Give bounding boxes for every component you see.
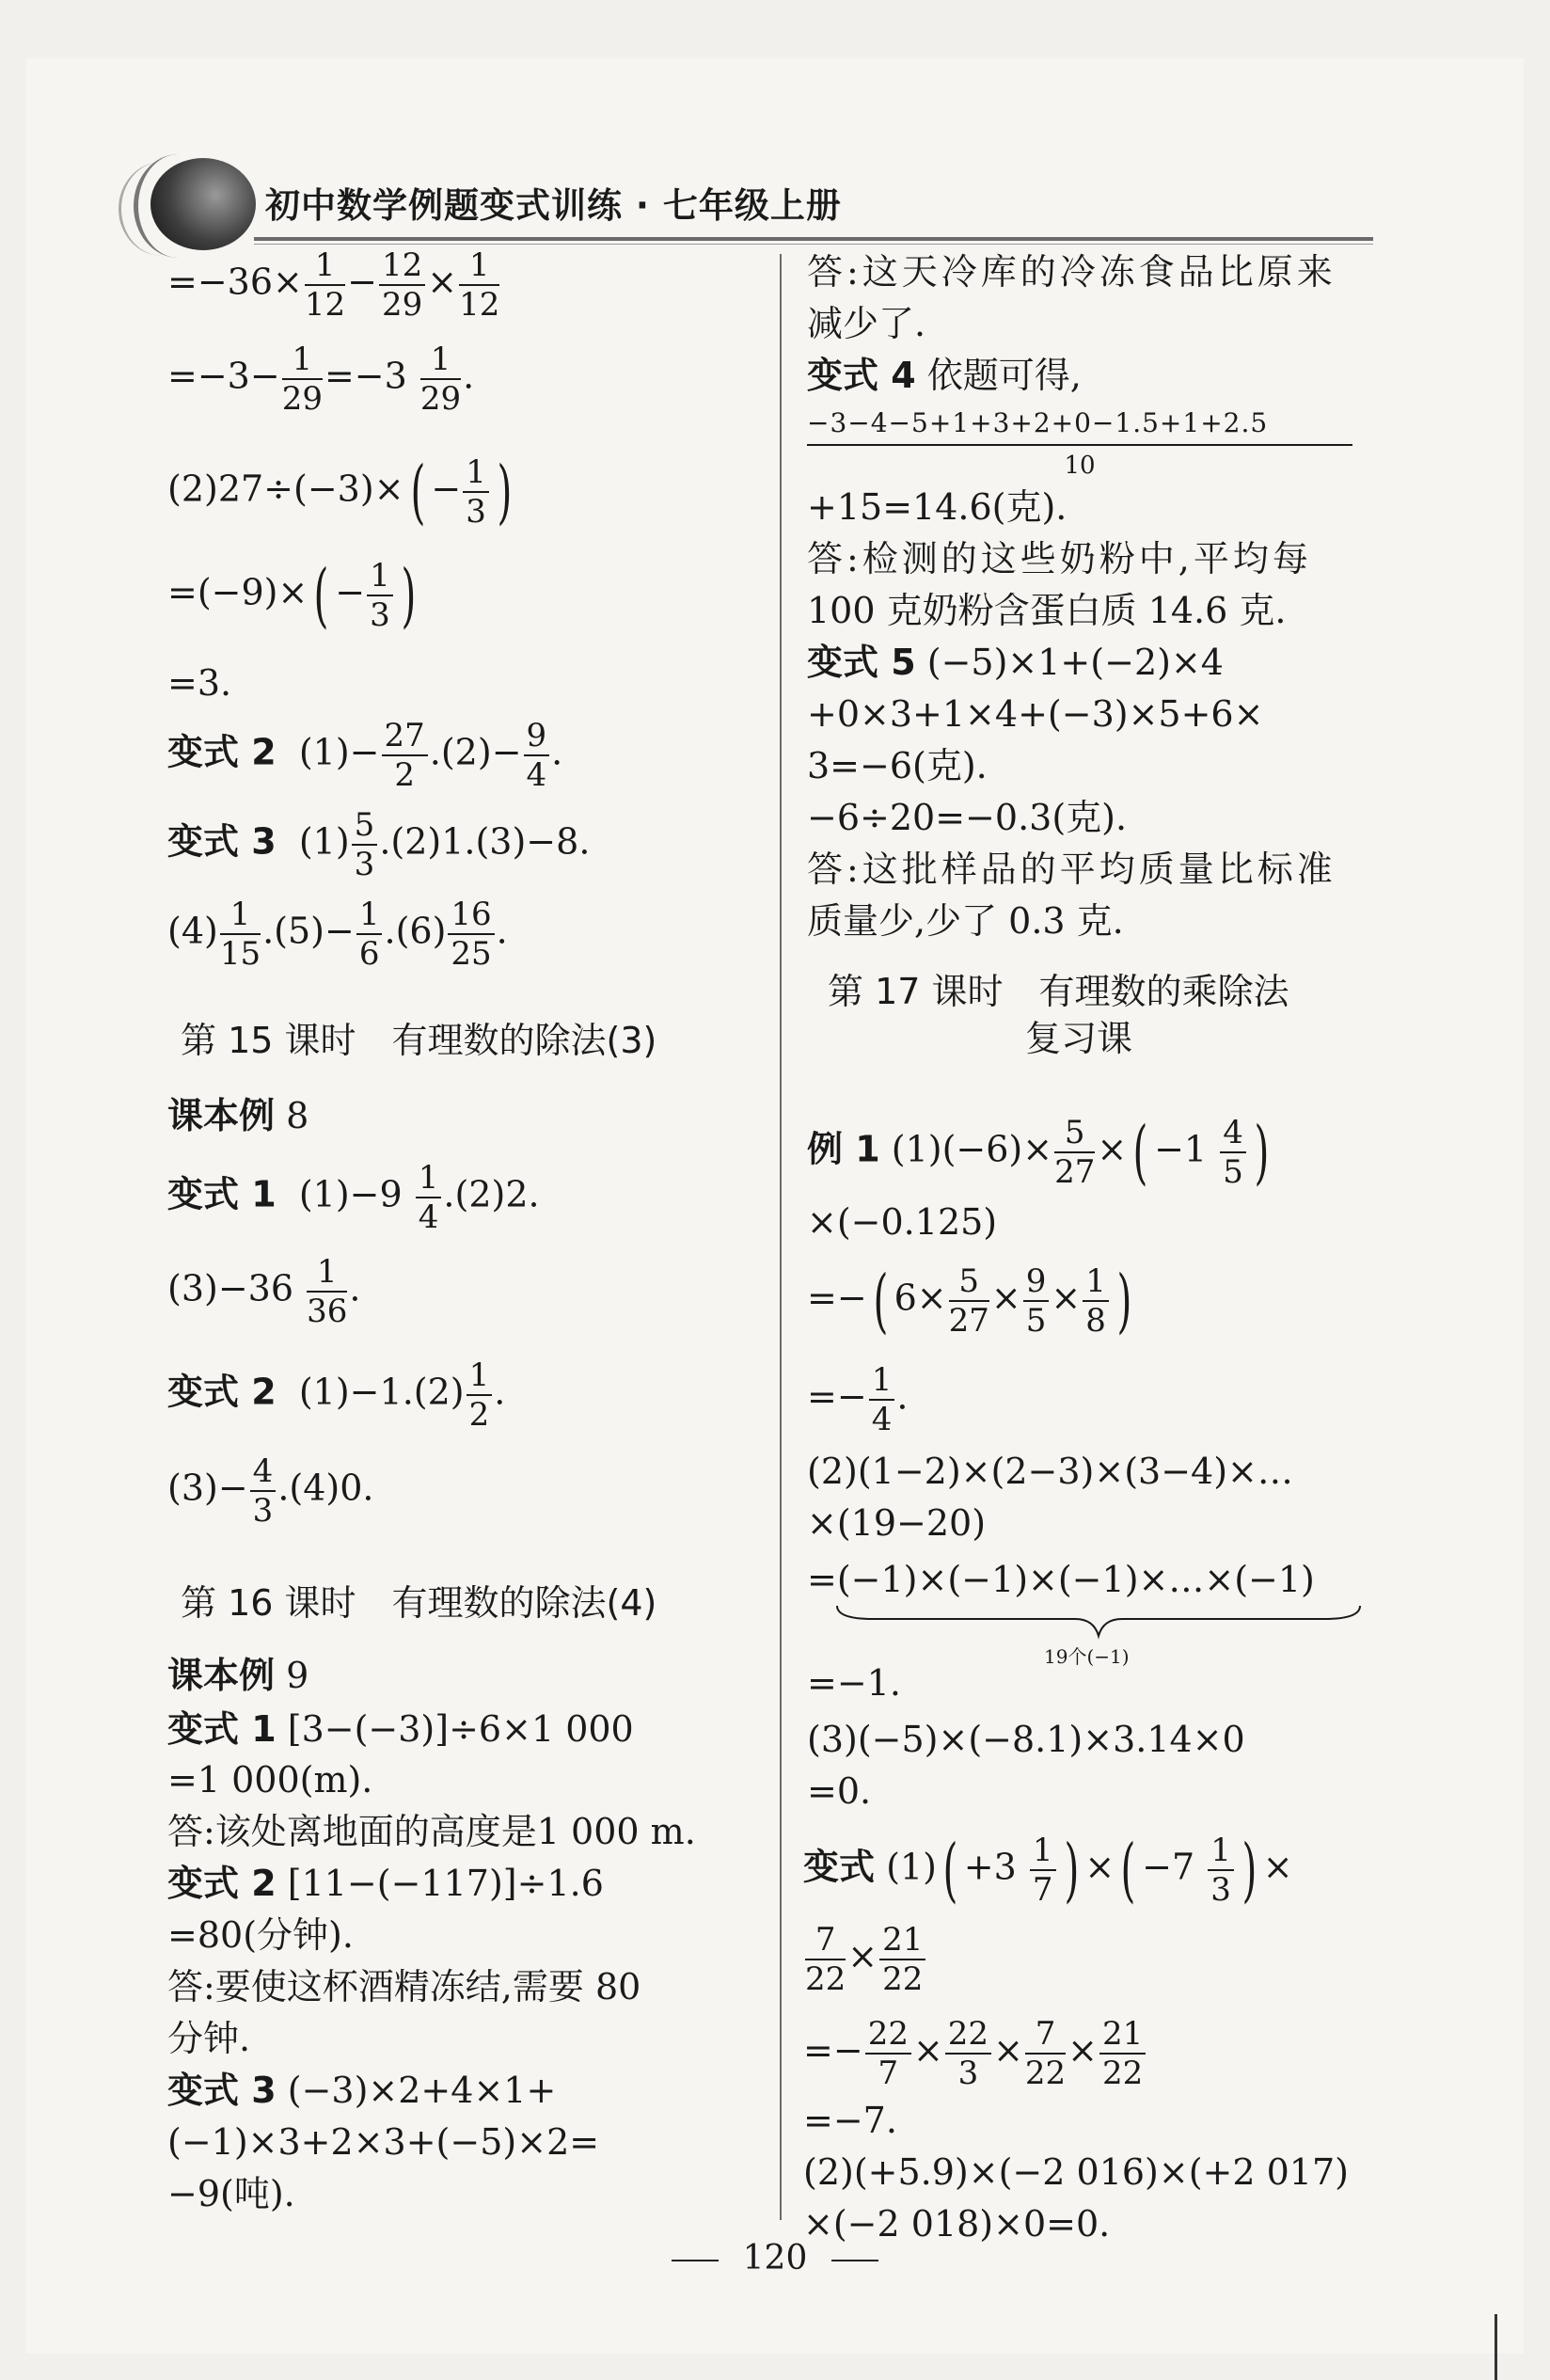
- solution-line: (−1)×3+2×3+(−5)×2=: [167, 2121, 600, 2163]
- book-title: 初中数学例题变式训练 · 七年级上册: [265, 185, 842, 226]
- solution-line: 分钟.: [167, 2018, 251, 2059]
- example-line: 例 1 (1)(−6)× $\frac{5}{27}$ ×( −1 $\frac{4}{5}$ ): [807, 1112, 1270, 1193]
- solution-line: 答:这批样品的平均质量比标准: [807, 849, 1336, 890]
- page-footer: [0, 2239, 1550, 2277]
- solution-line: 100 克奶粉含蛋白质 14.6 克.: [807, 590, 1287, 631]
- underbrace: [835, 1604, 1362, 1642]
- solution-line: +15=14.6(克).: [807, 486, 1068, 528]
- solution-line: =1 000(m).: [167, 1759, 373, 1801]
- math-line: (3)− $\frac{4}{3}$ .(4)0.: [167, 1452, 374, 1530]
- footer-dash: [672, 2260, 719, 2261]
- solution-line: 变式 3 (−3)×2+4×1+: [167, 2070, 557, 2111]
- math-line: (3)(−5)×(−8.1)×3.14×0: [807, 1719, 1245, 1760]
- math-line: ×(−0.125): [807, 1201, 998, 1243]
- textbook-example: 课本例 9: [167, 1655, 309, 1696]
- variant-line: 变式 1 (1)−9 $\frac{1}{4}$ .(2)2.: [167, 1159, 540, 1236]
- math-line: ×(−2 018)×0=0.: [803, 2203, 1111, 2245]
- solution-line: 变式 4 依题可得,: [807, 355, 1082, 396]
- variant-line: 变式 3 (1) $\frac{5}{3}$ .(2)1.(3)−8.: [167, 806, 591, 883]
- variant-line: 变式 (1)( +3 $\frac{1}{7}$ ) ×( −7 $\frac{1}{3}$ ) ×: [803, 1830, 1293, 1911]
- solution-line: 答:这天冷库的冷冻食品比原来: [807, 251, 1336, 293]
- solution-line: 答:要使这杯酒精冻结,需要 80: [167, 1966, 641, 2007]
- math-line: ×(19−20): [807, 1502, 987, 1544]
- solution-line: 减少了.: [807, 303, 926, 344]
- solution-line: 变式 2 [11−(−117)]÷1.6: [167, 1863, 604, 1904]
- math-line: (3)−36 $\frac{1}{36}$ .: [167, 1253, 361, 1330]
- solution-line: +0×3+1×4+(−3)×5+6×: [807, 693, 1264, 735]
- math-line: =− $\frac{1}{4}$ .: [807, 1361, 909, 1438]
- solution-line: 3=−6(克).: [807, 745, 988, 786]
- running-header: [150, 151, 1420, 254]
- section-title-line2: 复习课: [1025, 1018, 1133, 1059]
- math-line: $\frac{7}{22}$ × $\frac{21}{22}$: [803, 1924, 927, 1995]
- solution-line: 变式 5 (−5)×1+(−2)×4: [807, 642, 1224, 683]
- page-edge-mark: [1495, 2314, 1497, 2380]
- math-line: =−36× $\frac{1}{12}$ − $\frac{12}{29}$ × $\frac{1}{12}$: [167, 246, 500, 324]
- math-line: =−( 6× $\frac{5}{27}$ × $\frac{9}{5}$ × $\frac{1}{8}$ ): [807, 1261, 1132, 1341]
- variant-line: 变式 2 (1)− $\frac{27}{2}$ .(2)− $\frac{9}{4}$ .: [167, 717, 563, 794]
- math-line: (2)(+5.9)×(−2 016)×(+2 017): [803, 2151, 1349, 2193]
- long-fraction-numerator: −3−4−5+1+3+2+0−1.5+1+2.5: [807, 407, 1269, 438]
- header-rule: [254, 237, 1373, 241]
- solution-line: 质量少,少了 0.3 克.: [807, 900, 1124, 942]
- math-line: =0.: [807, 1770, 872, 1812]
- section-title: 第 16 课时 有理数的除法(4): [181, 1582, 657, 1624]
- solution-line: 答:检测的这些奶粉中,平均每: [807, 538, 1312, 579]
- logo-ball-icon: [150, 158, 256, 250]
- math-line: =−1.: [807, 1662, 901, 1704]
- footer-dash: [831, 2260, 878, 2261]
- page-number: 120: [742, 2239, 808, 2277]
- solution-line: −6÷20=−0.3(克).: [807, 797, 1128, 838]
- solution-line: 答:该处离地面的高度是1 000 m.: [167, 1811, 696, 1852]
- math-line: =− $\frac{22}{7}$ × $\frac{22}{3}$ × $\frac{7}{22}$ × $\frac{21}{22}$: [803, 2018, 1147, 2089]
- section-title: 第 15 课时 有理数的除法(3): [181, 1020, 657, 1061]
- math-line: =−7.: [803, 2100, 897, 2141]
- solution-line: 变式 1 [3−(−3)]÷6×1 000: [167, 1708, 634, 1750]
- math-line: =(−1)×(−1)×(−1)×…×(−1): [807, 1559, 1315, 1600]
- math-line: =(−9)×( − $\frac{1}{3}$ ): [167, 555, 417, 636]
- math-line: =3.: [167, 662, 232, 704]
- long-fraction-denominator: 10: [1064, 452, 1096, 480]
- textbook-example: 课本例 8: [167, 1095, 309, 1136]
- section-title: 第 17 课时 有理数的乘除法: [828, 971, 1289, 1012]
- math-line: (2)(1−2)×(2−3)×(3−4)×…: [807, 1451, 1293, 1492]
- math-line: (2)27÷(−3)×( − $\frac{1}{3}$ ): [167, 452, 513, 532]
- column-divider: [780, 254, 782, 2220]
- long-fraction: [807, 407, 1352, 480]
- solution-line: =80(分钟).: [167, 1914, 354, 1956]
- variant-line: 变式 2 (1)−1.(2) $\frac{1}{2}$ .: [167, 1357, 506, 1434]
- math-line: =−3− $\frac{1}{29}$ =−3 $\frac{1}{29}$ .: [167, 341, 475, 418]
- math-line: (4) $\frac{1}{15}$ .(5)− $\frac{1}{6}$ .(6) $\frac{16}{25}$ .: [167, 896, 508, 973]
- fraction-bar: [807, 444, 1352, 446]
- underbrace-label: 19个(−1): [1044, 1645, 1130, 1668]
- solution-line: −9(吨).: [167, 2173, 295, 2214]
- header-rule-thin: [254, 244, 1373, 245]
